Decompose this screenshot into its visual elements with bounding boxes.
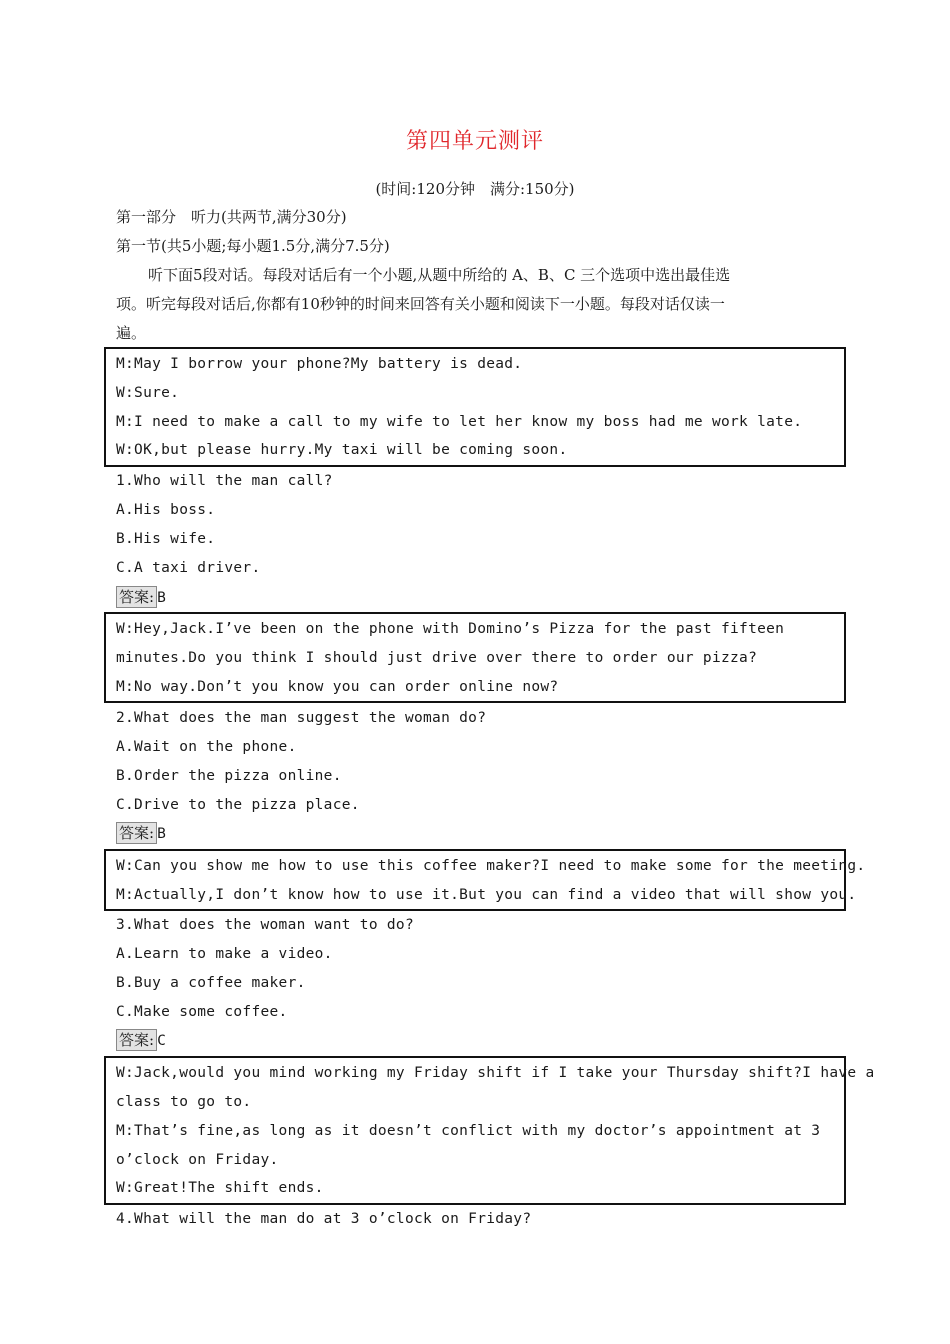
option-3a: A.Learn to make a video. bbox=[116, 946, 333, 962]
dialogue-box-1 bbox=[104, 347, 846, 467]
dialogue-line: W:Sure. bbox=[116, 385, 180, 401]
dialogue-line: W:Great!The shift ends. bbox=[116, 1180, 324, 1196]
dialogue-line: W:Can you show me how to use this coffee maker?I need to make some for the meeting. bbox=[116, 858, 866, 874]
option-2c: C.Drive to the pizza place. bbox=[116, 797, 360, 813]
dialogue-line: W:Hey,Jack.I’ve been on the phone with Domino’s Pizza for the past fifteen bbox=[116, 621, 785, 637]
option-1a: A.His boss. bbox=[116, 502, 216, 518]
option-2b: B.Order the pizza online. bbox=[116, 768, 342, 784]
dialogue-line: M:May I borrow your phone?My battery is dead. bbox=[116, 356, 523, 372]
dialogue-line: M:No way.Don’t you know you can order online now? bbox=[116, 679, 559, 695]
answer-value: B bbox=[157, 826, 166, 842]
answer-label: 答案: bbox=[116, 586, 157, 608]
dialogue-line: class to go to. bbox=[116, 1094, 252, 1110]
dialogue-box-4 bbox=[104, 1056, 875, 1205]
dialogue-line: minutes.Do you think I should just drive over there to order our pizza? bbox=[116, 650, 758, 666]
option-3c: C.Make some coffee. bbox=[116, 1004, 288, 1020]
part-heading: 第一部分 听力(共两节,满分30分) bbox=[116, 208, 347, 226]
dialogue-box-3 bbox=[104, 849, 866, 911]
answer-label: 答案: bbox=[116, 822, 157, 844]
page-title: 第四单元测评 bbox=[405, 129, 544, 154]
question-1: 1.Who will the man call? bbox=[116, 473, 333, 489]
section-heading: 第一节(共5小题;每小题1.5分,满分7.5分) bbox=[116, 237, 390, 255]
instructions-line-1: 听下面5段对话。每段对话后有一个小题,从题中所给的 A、B、C 三个选项中选出最佳选 bbox=[148, 266, 731, 284]
question-2: 2.What does the man suggest the woman do? bbox=[116, 710, 487, 726]
dialogue-line: W:Jack,would you mind working my Friday shift if I take your Thursday shift?I have a bbox=[116, 1065, 875, 1081]
option-1b: B.His wife. bbox=[116, 531, 216, 547]
time-score-info: (时间:120分钟 满分:150分) bbox=[375, 180, 575, 198]
dialogue-line: W:OK,but please hurry.My taxi will be coming soon. bbox=[116, 442, 568, 458]
answer-value: B bbox=[157, 590, 166, 606]
option-3b: B.Buy a coffee maker. bbox=[116, 975, 306, 991]
dialogue-line: M:Actually,I don’t know how to use it.But you can find a video that will show you. bbox=[116, 887, 857, 903]
answer-value: C bbox=[157, 1033, 166, 1049]
dialogue-box-2 bbox=[104, 612, 846, 703]
option-1c: C.A taxi driver. bbox=[116, 560, 261, 576]
dialogue-line: M:That’s fine,as long as it doesn’t conflict with my doctor’s appointment at 3 bbox=[116, 1123, 821, 1139]
dialogue-line: M:I need to make a call to my wife to let her know my boss had me work late. bbox=[116, 414, 803, 430]
instructions-line-2: 项。听完每段对话后,你都有10秒钟的时间来回答有关小题和阅读下一小题。每段对话仅读一 bbox=[116, 295, 725, 313]
instructions-line-3: 遍。 bbox=[116, 324, 147, 342]
answer-label: 答案: bbox=[116, 1029, 157, 1051]
question-3: 3.What does the woman want to do? bbox=[116, 917, 414, 933]
answer-1 bbox=[116, 586, 166, 608]
dialogue-line: o’clock on Friday. bbox=[116, 1152, 279, 1168]
question-4: 4.What will the man do at 3 o’clock on Friday? bbox=[116, 1211, 532, 1227]
answer-3 bbox=[116, 1029, 166, 1051]
answer-2 bbox=[116, 822, 166, 844]
option-2a: A.Wait on the phone. bbox=[116, 739, 297, 755]
